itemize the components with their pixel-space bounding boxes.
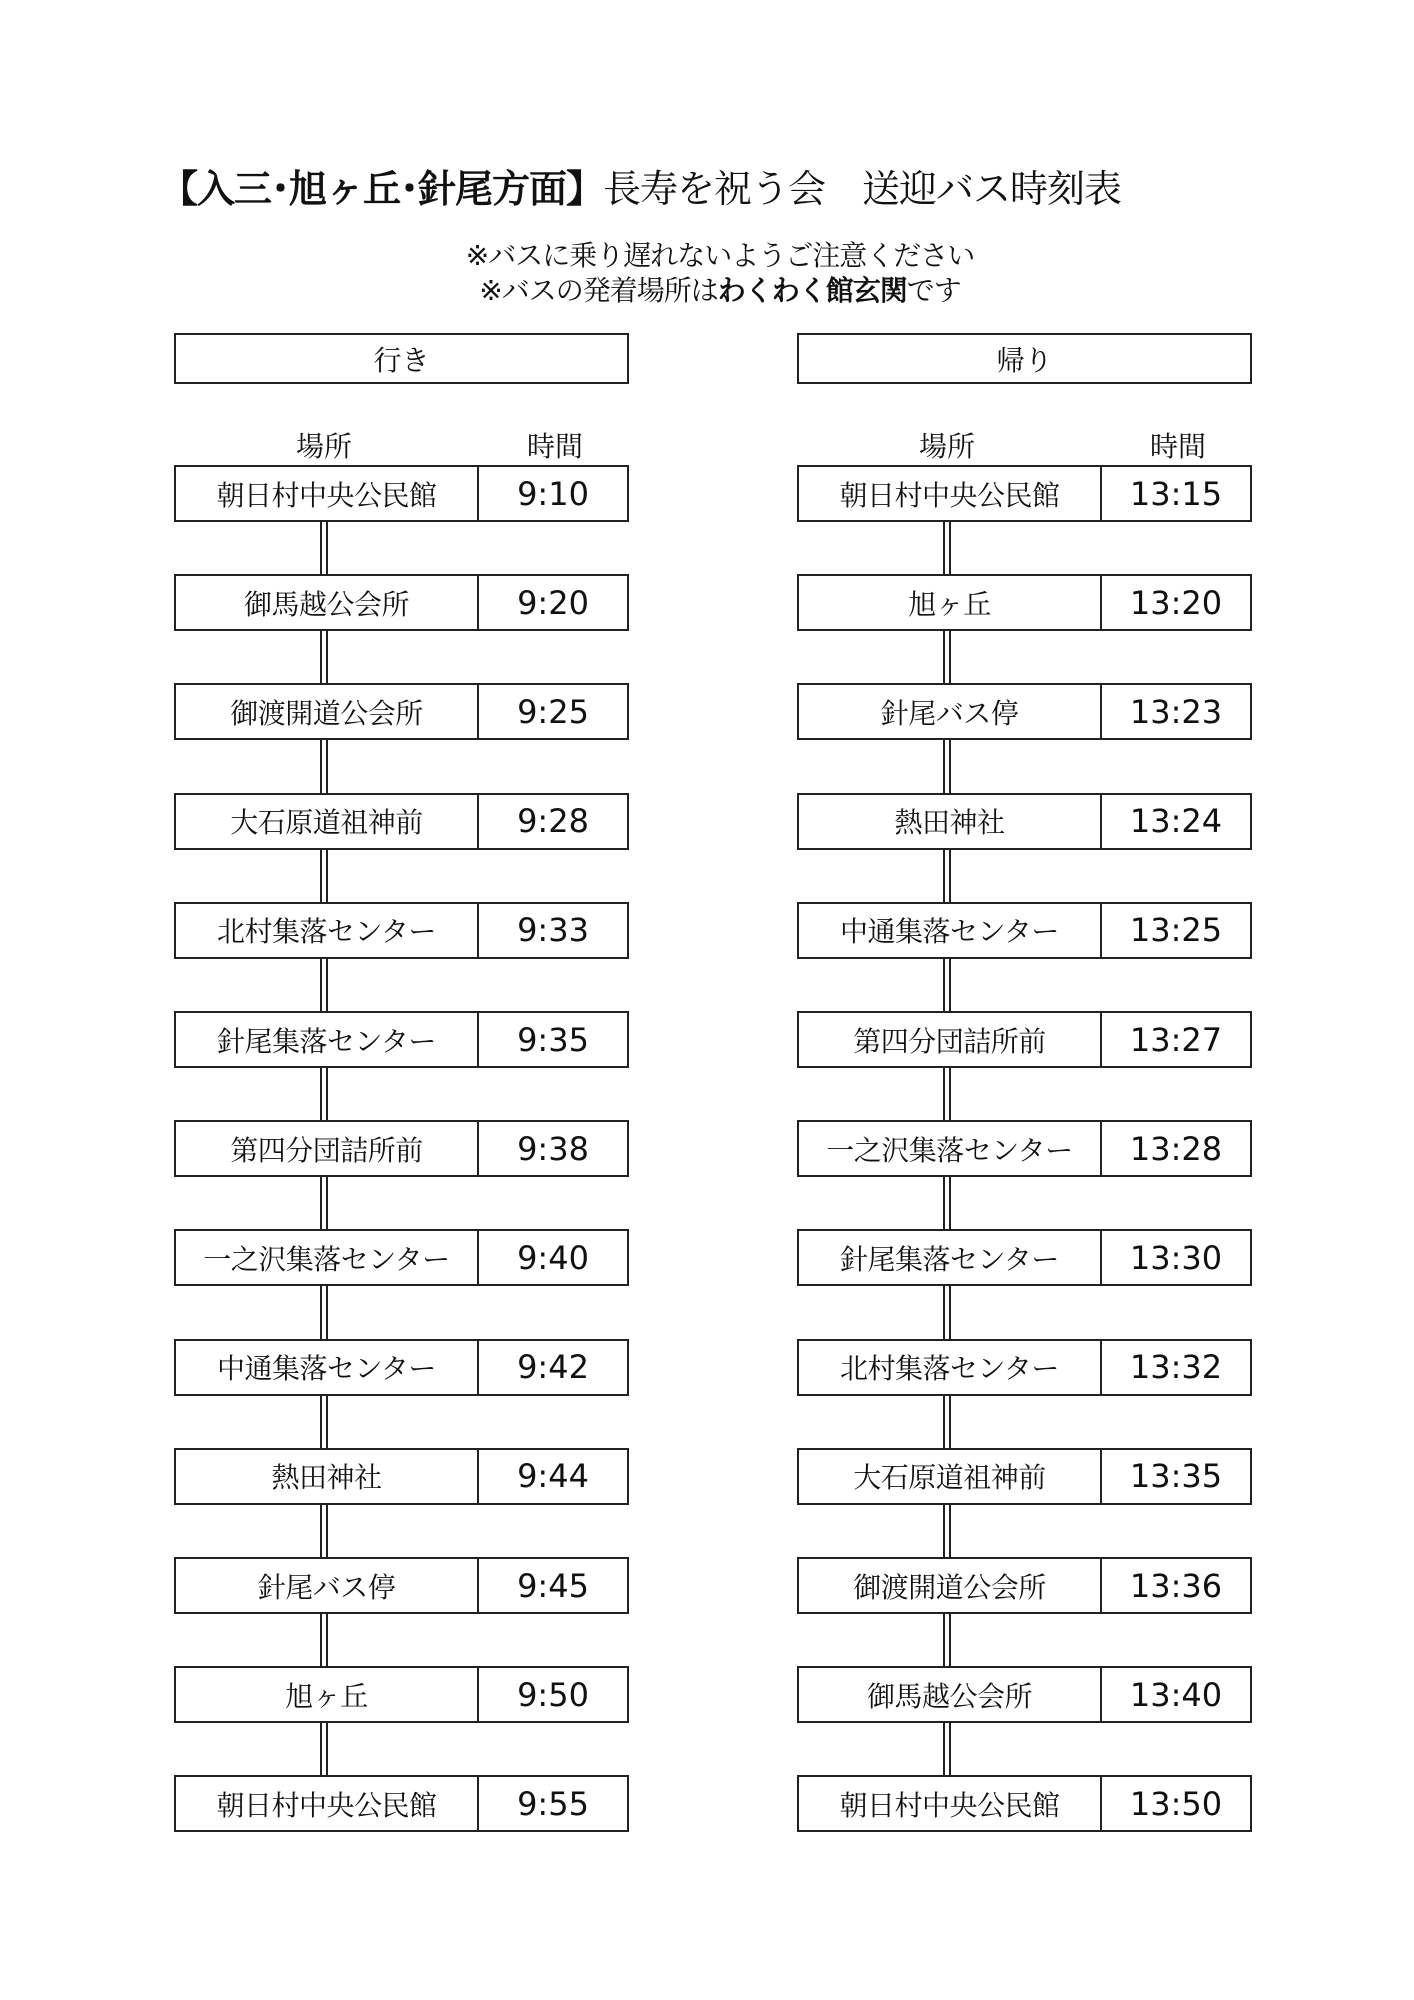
- route-connector-line: [943, 1177, 951, 1229]
- note-2: [0, 273, 1414, 308]
- route-connector-line: [320, 1505, 328, 1557]
- stop-time: 9:33: [517, 911, 589, 950]
- route-connector-line: [320, 631, 328, 683]
- stop-row: [797, 465, 1252, 522]
- stop-time: 9:38: [517, 1129, 589, 1168]
- stop-time: 9:50: [517, 1675, 589, 1714]
- stop-row: [797, 1775, 1252, 1832]
- stop-row: [797, 1448, 1252, 1505]
- title-main: 長寿を祝う会 送迎バス時刻表: [603, 167, 1122, 211]
- stop-place: 旭ヶ丘: [176, 1668, 479, 1721]
- notes: [0, 238, 1414, 308]
- stop-row: [797, 1120, 1252, 1177]
- stop-time: 13:36: [1129, 1566, 1223, 1605]
- stop-time: 13:24: [1129, 802, 1223, 841]
- note-2-suffix: です: [906, 274, 961, 307]
- route-connector-line: [320, 1396, 328, 1448]
- route-connector-line: [943, 522, 951, 574]
- stop-time: 13:30: [1129, 1238, 1223, 1277]
- route-connector-line: [320, 522, 328, 574]
- route-connector-line: [943, 1505, 951, 1557]
- route-connector-line: [943, 850, 951, 902]
- stop-place: 中通集落センター: [176, 1341, 479, 1394]
- stop-place: 針尾バス停: [176, 1559, 479, 1612]
- outbound-header: 行き: [174, 333, 629, 384]
- stop-time: 13:28: [1129, 1129, 1223, 1168]
- stop-place: 大石原道祖神前: [799, 1450, 1102, 1503]
- stop-row: [174, 1229, 629, 1286]
- stop-row: [174, 1666, 629, 1723]
- stop-time: 9:20: [517, 583, 589, 622]
- stop-place: 熱田神社: [799, 795, 1102, 848]
- stop-place: 針尾集落センター: [176, 1013, 479, 1066]
- route-connector-line: [320, 959, 328, 1011]
- stop-row: [174, 1011, 629, 1068]
- stop-place: 一之沢集落センター: [799, 1122, 1102, 1175]
- stop-time: 13:32: [1129, 1348, 1223, 1387]
- title-area: 【入三･旭ヶ丘･針尾方面】: [160, 167, 604, 211]
- stop-time: 13:40: [1129, 1675, 1223, 1714]
- stop-row: [797, 1557, 1252, 1614]
- stop-row: [797, 683, 1252, 740]
- stop-row: [174, 1557, 629, 1614]
- stop-time: 13:25: [1129, 911, 1223, 950]
- stop-place: 朝日村中央公民館: [799, 467, 1102, 520]
- stop-row: [797, 902, 1252, 959]
- stop-row: [174, 1120, 629, 1177]
- stop-place: 御渡開道公会所: [799, 1559, 1102, 1612]
- route-connector-line: [320, 1177, 328, 1229]
- stop-row: [174, 1339, 629, 1396]
- stop-time: 9:35: [517, 1020, 589, 1059]
- route-connector-line: [320, 740, 328, 792]
- stop-place: 第四分団詰所前: [799, 1013, 1102, 1066]
- stop-row: [174, 793, 629, 850]
- stop-row: [174, 465, 629, 522]
- stop-time: 9:45: [517, 1566, 589, 1605]
- time-column-label: 時間: [1149, 430, 1206, 463]
- stop-row: [797, 1229, 1252, 1286]
- stop-place: 朝日村中央公民館: [176, 1777, 479, 1830]
- route-connector-line: [943, 740, 951, 792]
- stop-place: 針尾集落センター: [799, 1231, 1102, 1284]
- stop-time: 13:35: [1129, 1457, 1223, 1496]
- stop-time: 9:55: [517, 1784, 589, 1823]
- stop-row: [174, 902, 629, 959]
- stop-time: 13:20: [1129, 583, 1223, 622]
- note-2-location: わくわく館玄関: [717, 274, 907, 307]
- stop-time: 9:25: [517, 692, 589, 731]
- route-connector-line: [320, 1286, 328, 1338]
- stop-time: 13:15: [1129, 474, 1223, 513]
- place-column-label: 場所: [918, 430, 975, 463]
- stop-row: [174, 1775, 629, 1832]
- stop-place: 旭ヶ丘: [799, 576, 1102, 629]
- stop-place: 北村集落センター: [799, 1341, 1102, 1394]
- stop-place: 御渡開道公会所: [176, 685, 479, 738]
- note-2-prefix: ※バスの発着場所は: [479, 274, 718, 307]
- route-connector-line: [943, 1396, 951, 1448]
- stop-time: 9:44: [517, 1457, 589, 1496]
- stop-time: 9:42: [517, 1348, 589, 1387]
- route-connector-line: [320, 1068, 328, 1120]
- route-connector-line: [943, 959, 951, 1011]
- stop-row: [797, 1339, 1252, 1396]
- stop-place: 朝日村中央公民館: [799, 1777, 1102, 1830]
- stop-row: [174, 1448, 629, 1505]
- note-1: ※バスに乗り遅れないようご注意ください: [465, 239, 975, 272]
- stop-time: 9:10: [517, 474, 589, 513]
- page-title: [160, 158, 1121, 213]
- stop-place: 大石原道祖神前: [176, 795, 479, 848]
- stop-time: 9:28: [517, 802, 589, 841]
- stop-row: [174, 683, 629, 740]
- route-connector-line: [943, 1286, 951, 1338]
- stop-place: 北村集落センター: [176, 904, 479, 957]
- stop-time: 13:50: [1129, 1784, 1223, 1823]
- stop-time: 13:23: [1129, 692, 1223, 731]
- stop-place: 朝日村中央公民館: [176, 467, 479, 520]
- stop-row: [797, 1666, 1252, 1723]
- place-column-label: 場所: [295, 430, 352, 463]
- time-column-label: 時間: [526, 430, 583, 463]
- stop-row: [174, 574, 629, 631]
- route-connector-line: [943, 1068, 951, 1120]
- stop-place: 中通集落センター: [799, 904, 1102, 957]
- return-header: 帰り: [797, 333, 1252, 384]
- route-connector-line: [943, 1614, 951, 1666]
- route-connector-line: [943, 1723, 951, 1775]
- stop-row: [797, 1011, 1252, 1068]
- stop-time: 9:40: [517, 1238, 589, 1277]
- stop-place: 一之沢集落センター: [176, 1231, 479, 1284]
- stop-row: [797, 574, 1252, 631]
- stop-place: 御馬越公会所: [799, 1668, 1102, 1721]
- stop-row: [797, 793, 1252, 850]
- stop-place: 針尾バス停: [799, 685, 1102, 738]
- stop-place: 第四分団詰所前: [176, 1122, 479, 1175]
- stop-time: 13:27: [1129, 1020, 1223, 1059]
- route-connector-line: [320, 1723, 328, 1775]
- stop-place: 熱田神社: [176, 1450, 479, 1503]
- route-connector-line: [320, 1614, 328, 1666]
- route-connector-line: [943, 631, 951, 683]
- stop-place: 御馬越公会所: [176, 576, 479, 629]
- route-connector-line: [320, 850, 328, 902]
